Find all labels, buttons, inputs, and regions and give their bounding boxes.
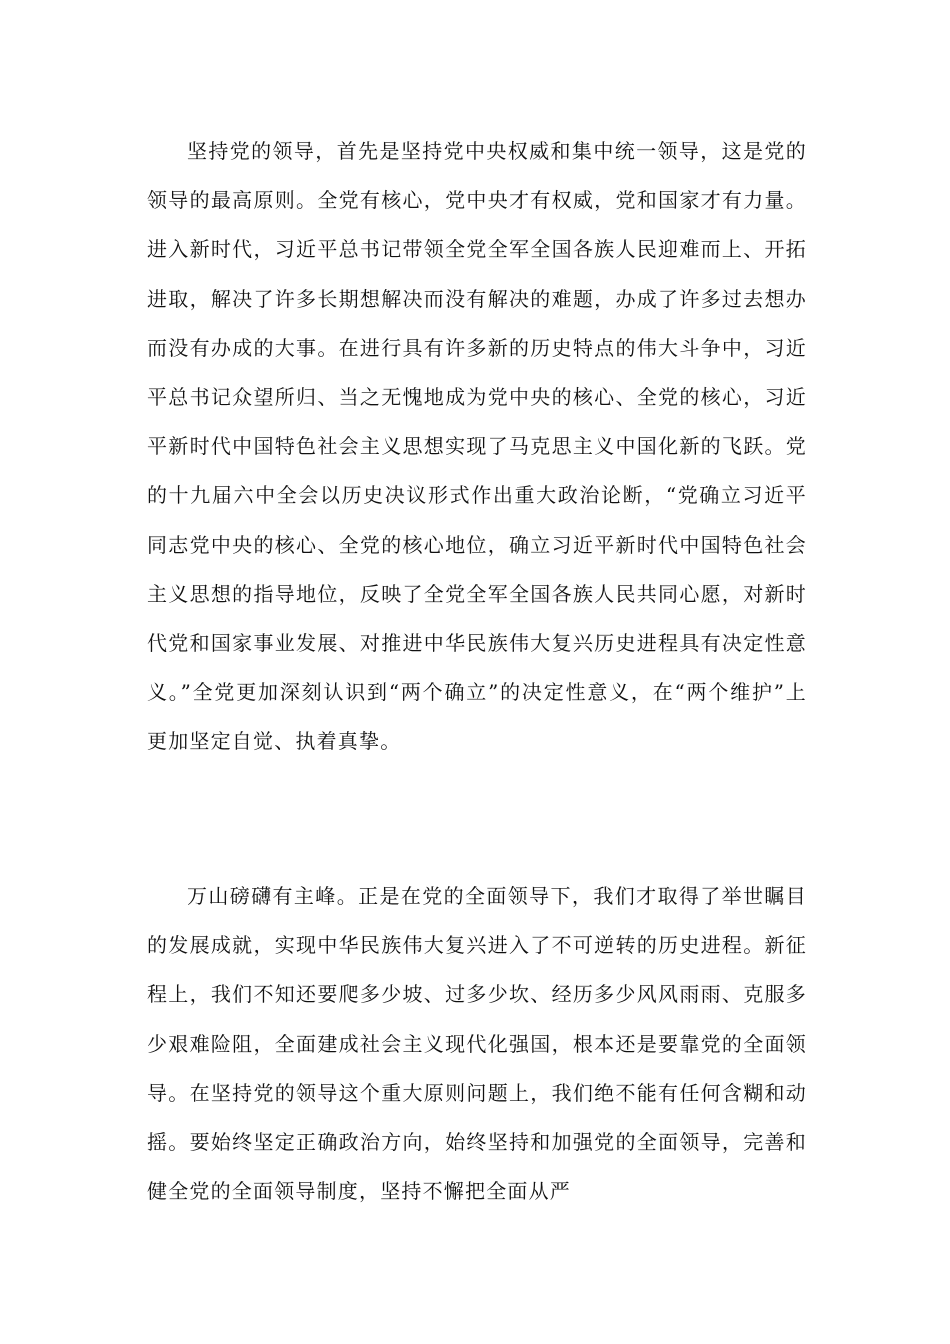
body-paragraph-2: 万山磅礴有主峰。正是在党的全面领导下，我们才取得了举世瞩目的发展成就，实现中华民族伟大复兴进入了不可逆转的历史进程。新征程上，我们不知还要爬多少坡、过多少坎、经历多少风风雨雨、克服多少艰难险阻，全面建成社会主义现代化强国，根本还是要靠党的全面领导。在坚持党的领导这个重大原则问题上，我们绝不能有任何含糊和动摇。要始终坚定正确政治方向，始终坚持和加强党的全面领导，完善和健全党的全面领导制度，坚持不懈把全面从严 — [147, 884, 807, 1204]
body-paragraph-1: 坚持党的领导，首先是坚持党中央权威和集中统一领导，这是党的领导的最高原则。全党有核心，党中央才有权威，党和国家才有力量。进入新时代，习近平总书记带领全党全军全国各族人民迎难而上、开拓进取，解决了许多长期想解决而没有解决的难题，办成了许多过去想办而没有办成的大事。在进行具有许多新的历史特点的伟大斗争中，习近平总书记众望所归、当之无愧地成为党中央的核心、全党的核心，习近平新时代中国特色社会主义思想实现了马克思主义中国化新的飞跃。党的十九届六中全会以历史决议形式作出重大政治论断，“党确立习近平同志党中央的核心、全党的核心地位，确立习近平新时代中国特色社会主义思想的指导地位，反映了全党全军全国各族人民共同心愿，对新时代党和国家事业发展、对推进中华民族伟大复兴历史进程具有决定性意义。”全党更加深刻认识到“两个确立”的决定性意义，在“两个维护”上更加坚定自觉、执着真挚。 — [147, 139, 807, 754]
